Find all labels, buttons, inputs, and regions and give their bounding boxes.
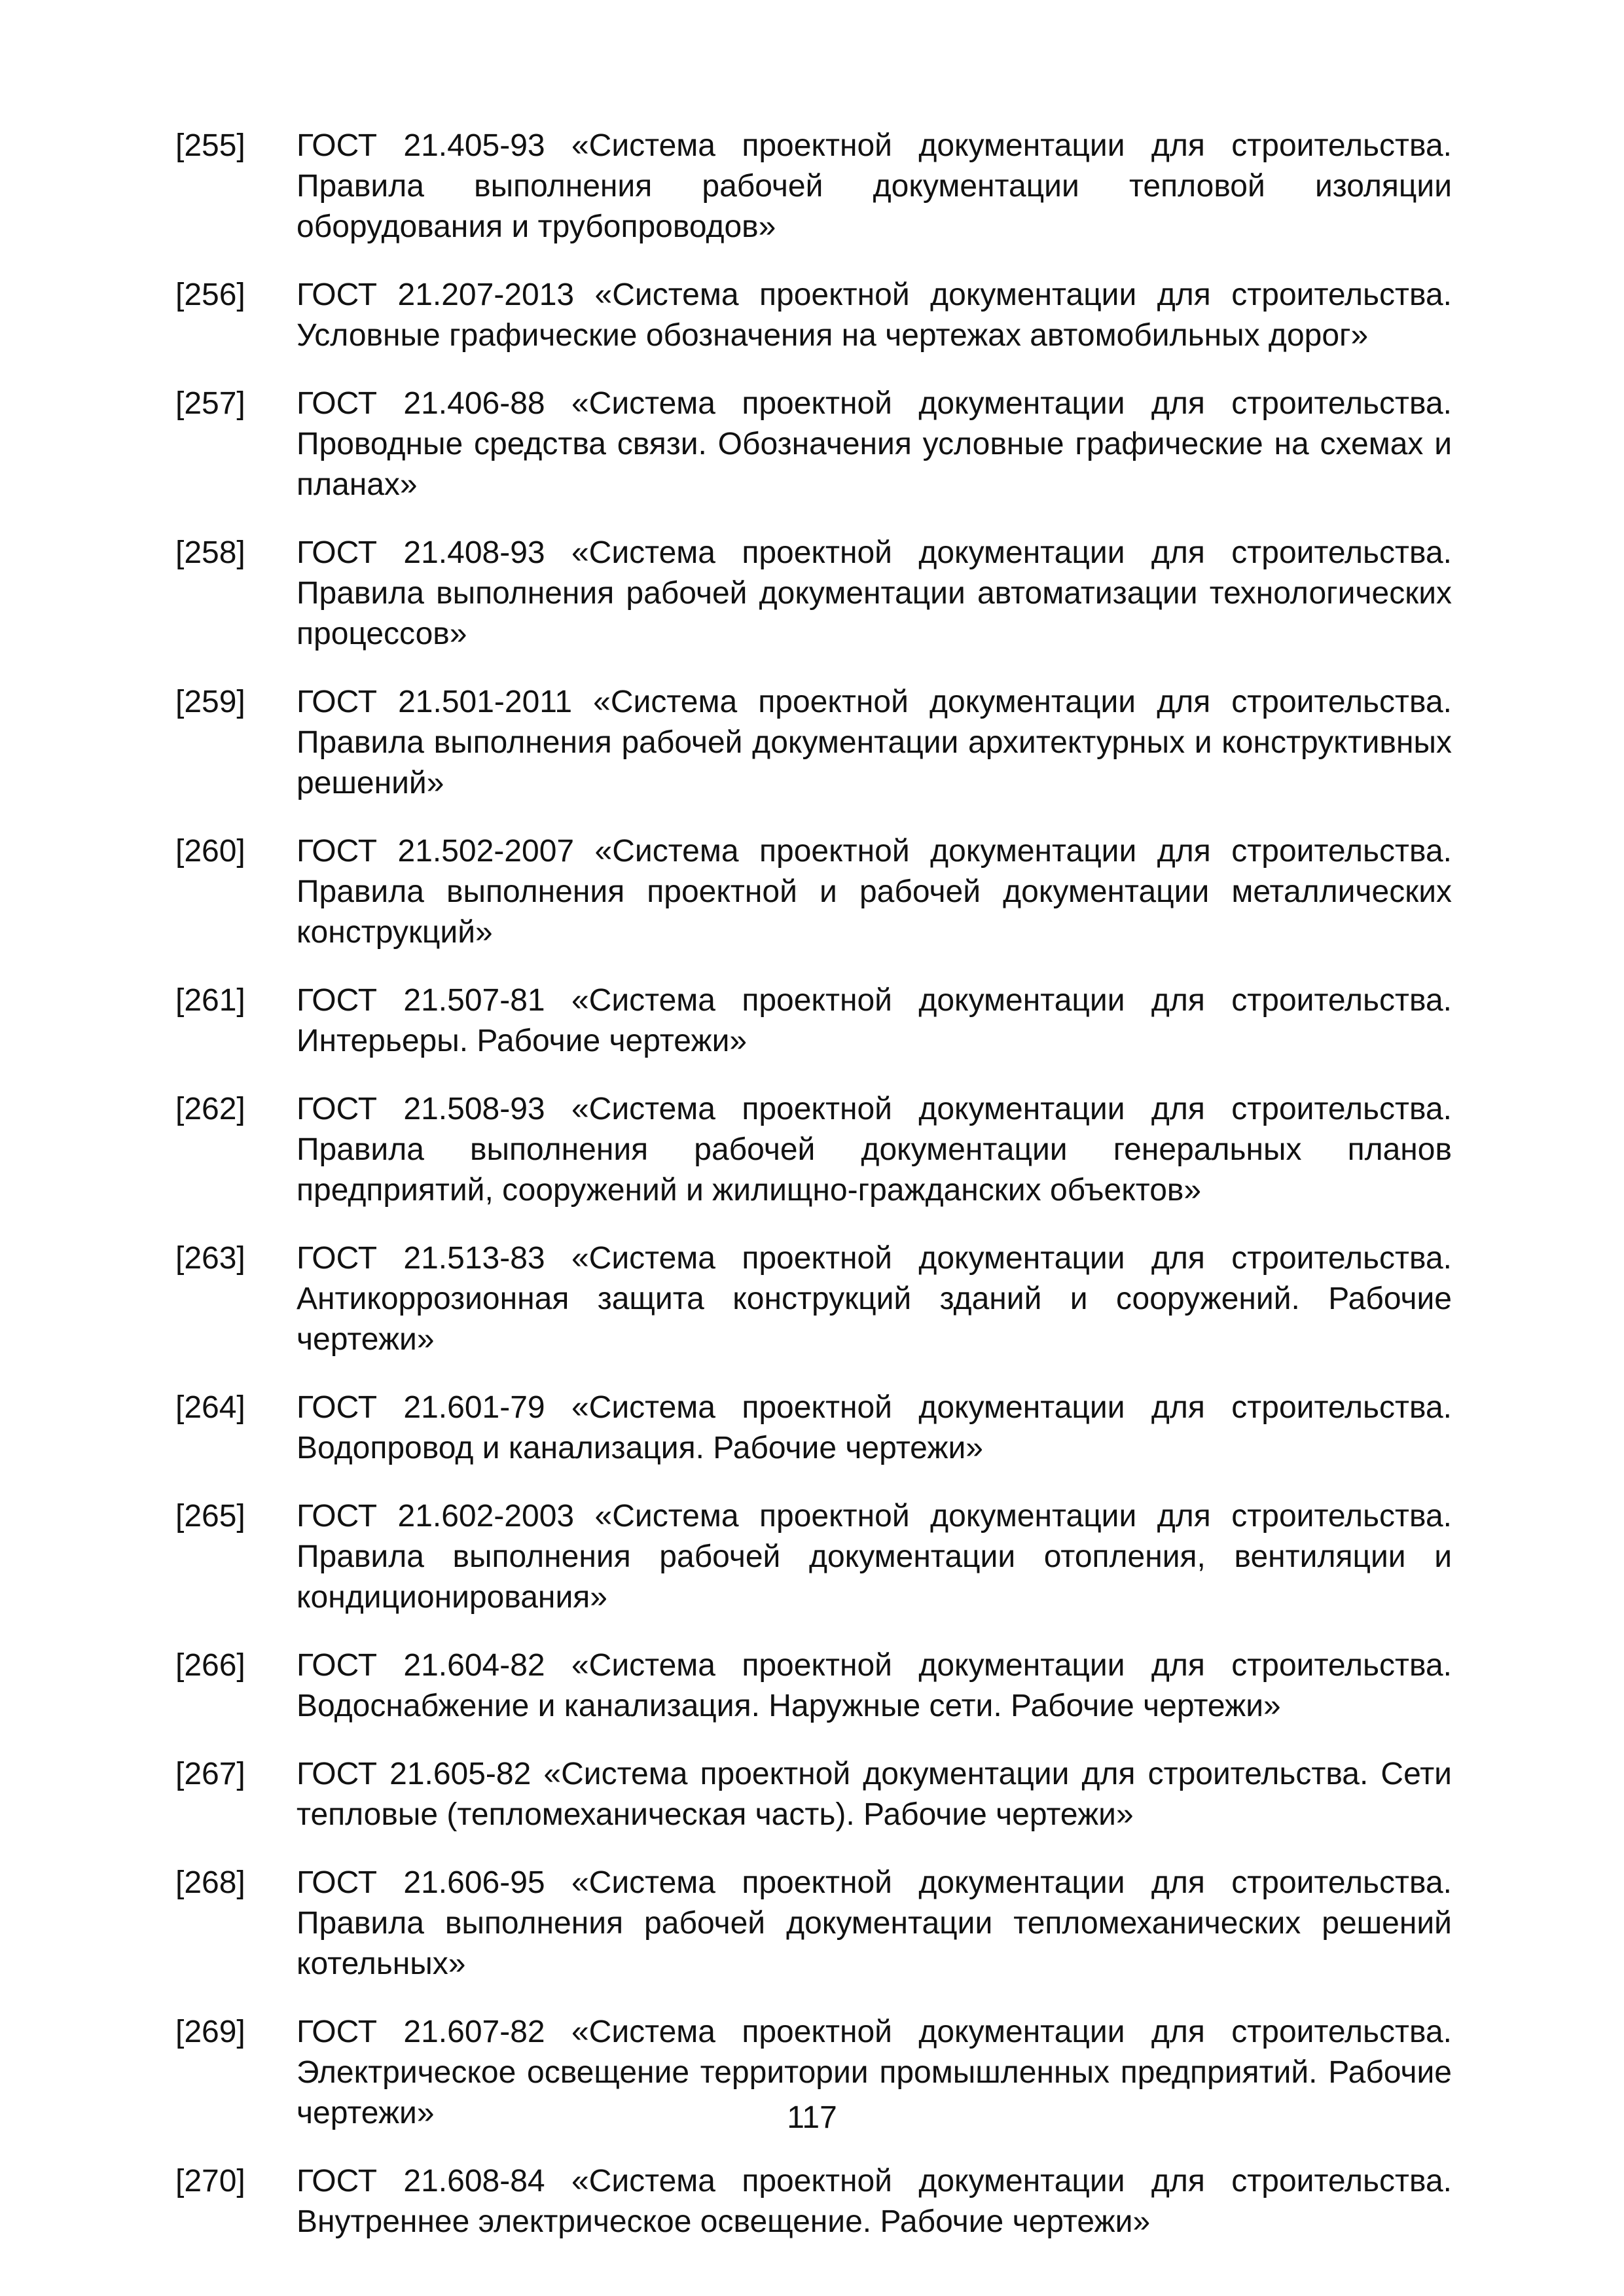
reference-text: ГОСТ 21.513-83 «Система проектной документации для строительства. Антикоррозионная защита конструкций зданий и сооружений. Рабочие чертежи» [297, 1241, 1452, 1357]
reference-item [175, 1496, 1452, 1618]
reference-text: ГОСТ 21.602-2003 «Система проектной документации для строительства. Правила выполнения рабочей документации отопления, вентиляции и кондиционирования» [297, 1499, 1452, 1615]
reference-item [175, 682, 1452, 804]
reference-number: [263] [175, 1241, 245, 1276]
reference-text: ГОСТ 21.605-82 «Система проектной документации для строительства. Сети тепловые (тепломеханическая часть). Рабочие чертежи» [297, 1757, 1452, 1832]
reference-number: [266] [175, 1648, 245, 1683]
reference-item [175, 1388, 1452, 1469]
reference-number: [262] [175, 1092, 245, 1126]
reference-number: [257] [175, 386, 245, 421]
reference-text: ГОСТ 21.207-2013 «Система проектной документации для строительства. Условные графические обозначения на чертежах автомобильных дорог» [297, 278, 1452, 353]
reference-list [175, 126, 1452, 2270]
reference-item [175, 1089, 1452, 1211]
reference-text: ГОСТ 21.607-82 «Система проектной документации для строительства. Электрическое освещение территории промышленных предприятий. Рабочие чертежи» [297, 2015, 1452, 2130]
reference-number: [258] [175, 535, 245, 570]
reference-text: ГОСТ 21.608-84 «Система проектной документации для строительства. Внутреннее электрическое освещение. Рабочие чертежи» [297, 2164, 1452, 2239]
reference-item [175, 384, 1452, 505]
reference-text: ГОСТ 21.601-79 «Система проектной документации для строительства. Водопровод и канализация. Рабочие чертежи» [297, 1390, 1452, 1465]
reference-number: [260] [175, 834, 245, 869]
reference-text: ГОСТ 21.502-2007 «Система проектной документации для строительства. Правила выполнения проектной и рабочей документации металлических конструкций» [297, 834, 1452, 950]
reference-item [175, 980, 1452, 1062]
reference-item [175, 1863, 1452, 1984]
reference-item [175, 1238, 1452, 1360]
reference-item [175, 831, 1452, 953]
reference-item [175, 1754, 1452, 1835]
reference-number: [256] [175, 278, 245, 312]
reference-item [175, 275, 1452, 356]
reference-item [175, 126, 1452, 247]
reference-item [175, 2161, 1452, 2242]
reference-text: ГОСТ 21.406-88 «Система проектной документации для строительства. Проводные средства связи. Обозначения условные графические на схемах и планах» [297, 386, 1452, 502]
reference-text: ГОСТ 21.408-93 «Система проектной документации для строительства. Правила выполнения рабочей документации автоматизации технологических процессов» [297, 535, 1452, 651]
reference-number: [270] [175, 2164, 245, 2198]
reference-number: [267] [175, 1757, 245, 1791]
reference-number: [261] [175, 983, 245, 1018]
reference-text: ГОСТ 21.604-82 «Система проектной документации для строительства. Водоснабжение и канализация. Наружные сети. Рабочие чертежи» [297, 1648, 1452, 1723]
reference-number: [265] [175, 1499, 245, 1534]
reference-item [175, 533, 1452, 655]
reference-item [175, 1645, 1452, 1727]
reference-number: [264] [175, 1390, 245, 1425]
reference-text: ГОСТ 21.606-95 «Система проектной документации для строительства. Правила выполнения рабочей документации тепломеханических решений котельных» [297, 1865, 1452, 1981]
reference-number: [259] [175, 685, 245, 719]
reference-text: ГОСТ 21.508-93 «Система проектной документации для строительства. Правила выполнения рабочей документации генеральных планов предприятий, сооружений и жилищно-гражданских объектов» [297, 1092, 1452, 1208]
reference-text: ГОСТ 21.507-81 «Система проектной документации для строительства. Интерьеры. Рабочие чертежи» [297, 983, 1452, 1058]
reference-number: [268] [175, 1865, 245, 1900]
reference-number: [269] [175, 2015, 245, 2049]
reference-text: ГОСТ 21.405-93 «Система проектной документации для строительства. Правила выполнения рабочей документации тепловой изоляции оборудования и трубопроводов» [297, 128, 1452, 244]
reference-number: [255] [175, 128, 245, 163]
page-number: 117 [787, 2100, 837, 2135]
reference-text: ГОСТ 21.501-2011 «Система проектной документации для строительства. Правила выполнения рабочей документации архитектурных и конструктивных решений» [297, 685, 1452, 800]
